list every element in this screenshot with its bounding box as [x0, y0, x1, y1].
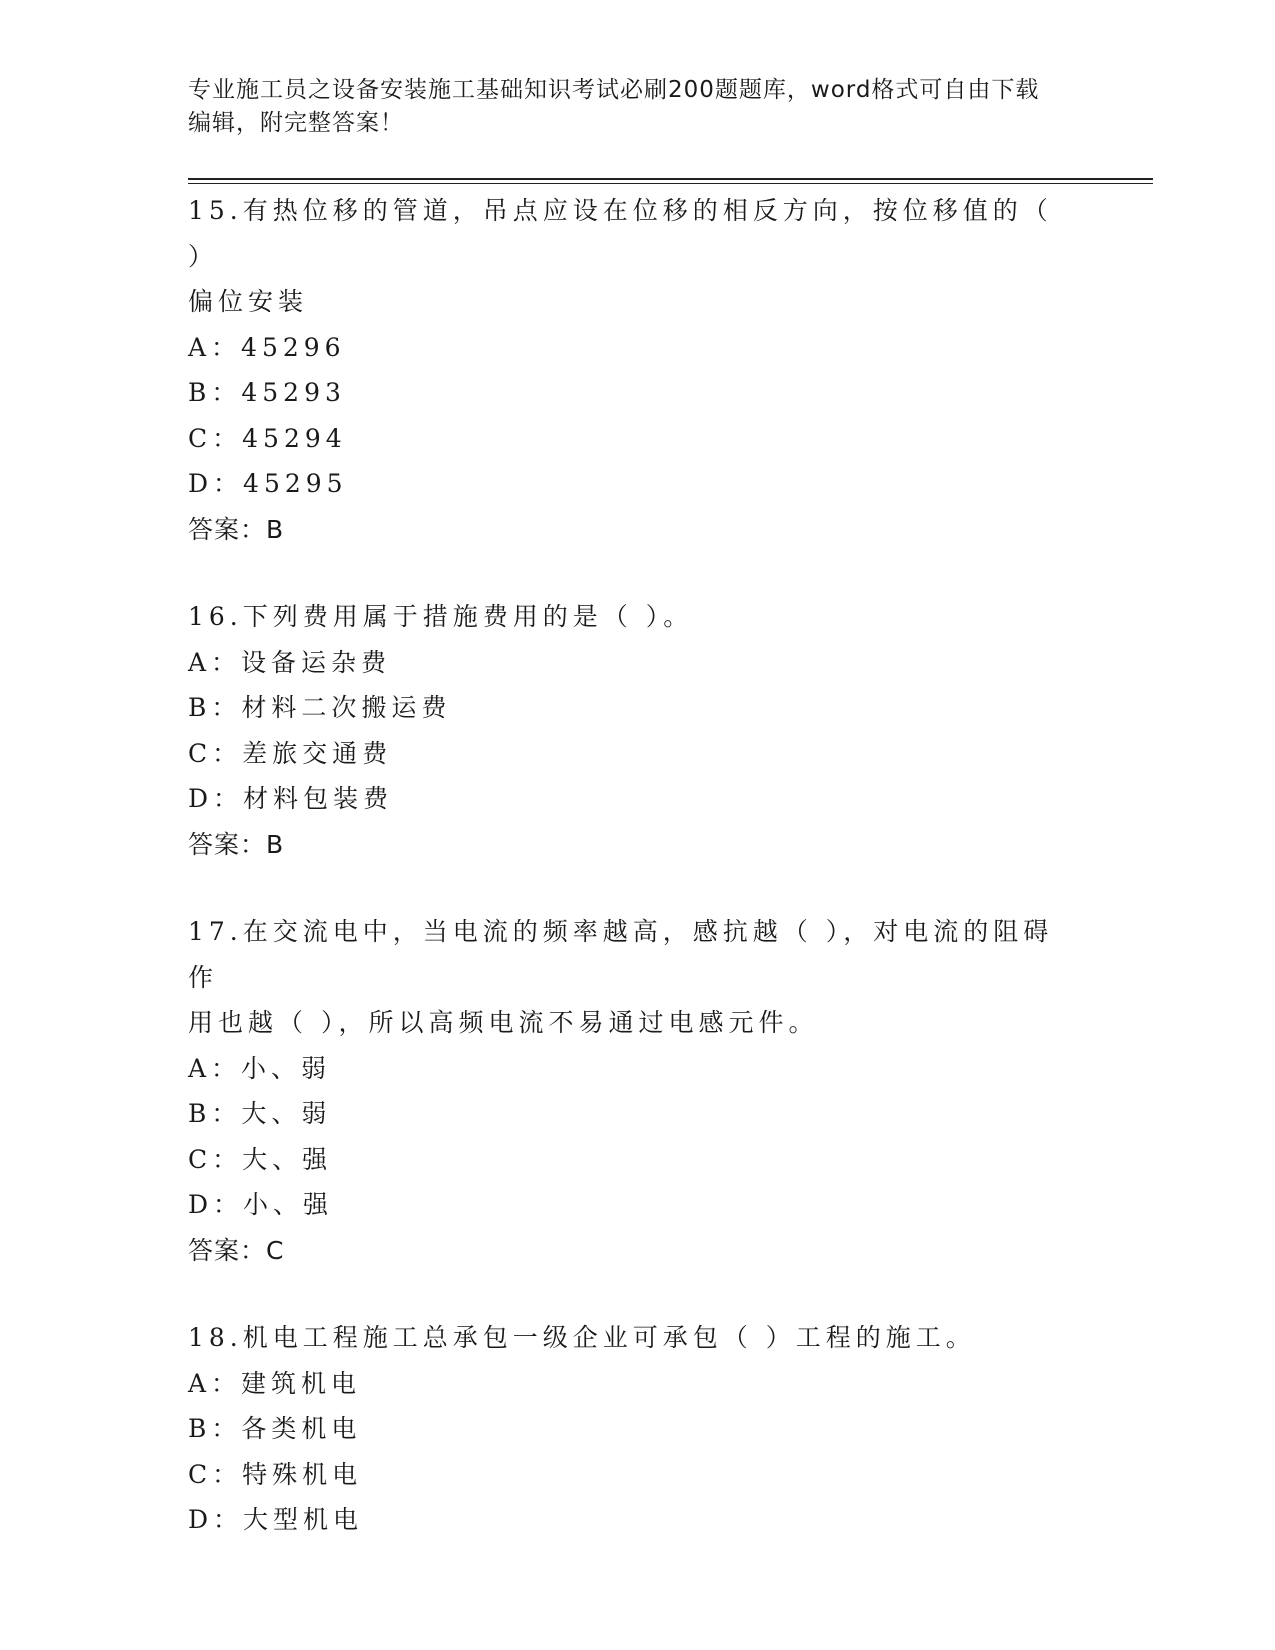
- option-b: B：各类机电: [188, 1414, 362, 1443]
- answer: 答案：B: [188, 829, 285, 859]
- header-divider-thick: [188, 178, 1153, 180]
- option-a: A：设备运杂费: [188, 647, 392, 677]
- answer: 答案：C: [188, 1235, 285, 1265]
- question-15: [188, 188, 1068, 552]
- option-b: B：材料二次搬运费: [188, 693, 452, 722]
- answer: 答案：B: [188, 514, 285, 544]
- header-line-2: 编辑，附完整答案！: [188, 110, 404, 136]
- question-text-line: 15.有热位移的管道，吊点应设在位移的相反方向，按位移值的（ ）: [188, 196, 1066, 271]
- option-a: A：45296: [188, 332, 346, 362]
- option-b: B：45293: [188, 378, 346, 407]
- option-c: C：45294: [188, 423, 347, 453]
- option-c: C：大、强: [188, 1144, 333, 1174]
- question-18: [188, 1315, 1068, 1543]
- option-d: D：材料包装费: [188, 784, 394, 813]
- header-line-1: 专业施工员之设备安装施工基础知识考试必刷200题题库，word格式可自由下载: [188, 77, 1040, 103]
- question-17: [188, 909, 1068, 1273]
- question-16: [188, 594, 1068, 867]
- option-d: D：大型机电: [188, 1505, 364, 1534]
- question-text-line: 18.机电工程施工总承包一级企业可承包（ ）工程的施工。: [188, 1323, 976, 1352]
- option-a: A：小、弱: [188, 1053, 332, 1083]
- document-header: [188, 74, 1108, 140]
- option-b: B：大、弱: [188, 1099, 332, 1128]
- question-list: [188, 188, 1068, 1585]
- option-c: C：差旅交通费: [188, 738, 393, 768]
- question-text-line: 用也越（ ），所以高频电流不易通过电感元件。: [188, 1008, 819, 1037]
- question-text-line: 偏位安装: [188, 287, 309, 316]
- header-divider-thin: [188, 183, 1153, 184]
- option-c: C：特殊机电: [188, 1459, 363, 1489]
- option-d: D：45295: [188, 469, 348, 498]
- question-text-line: 17.在交流电中，当电流的频率越高，感抗越（ ），对电流的阻碍作: [188, 917, 1054, 992]
- option-d: D：小、强: [188, 1190, 334, 1219]
- question-text-line: 16.下列费用属于措施费用的是（ ）。: [188, 602, 694, 631]
- option-a: A：建筑机电: [188, 1368, 362, 1398]
